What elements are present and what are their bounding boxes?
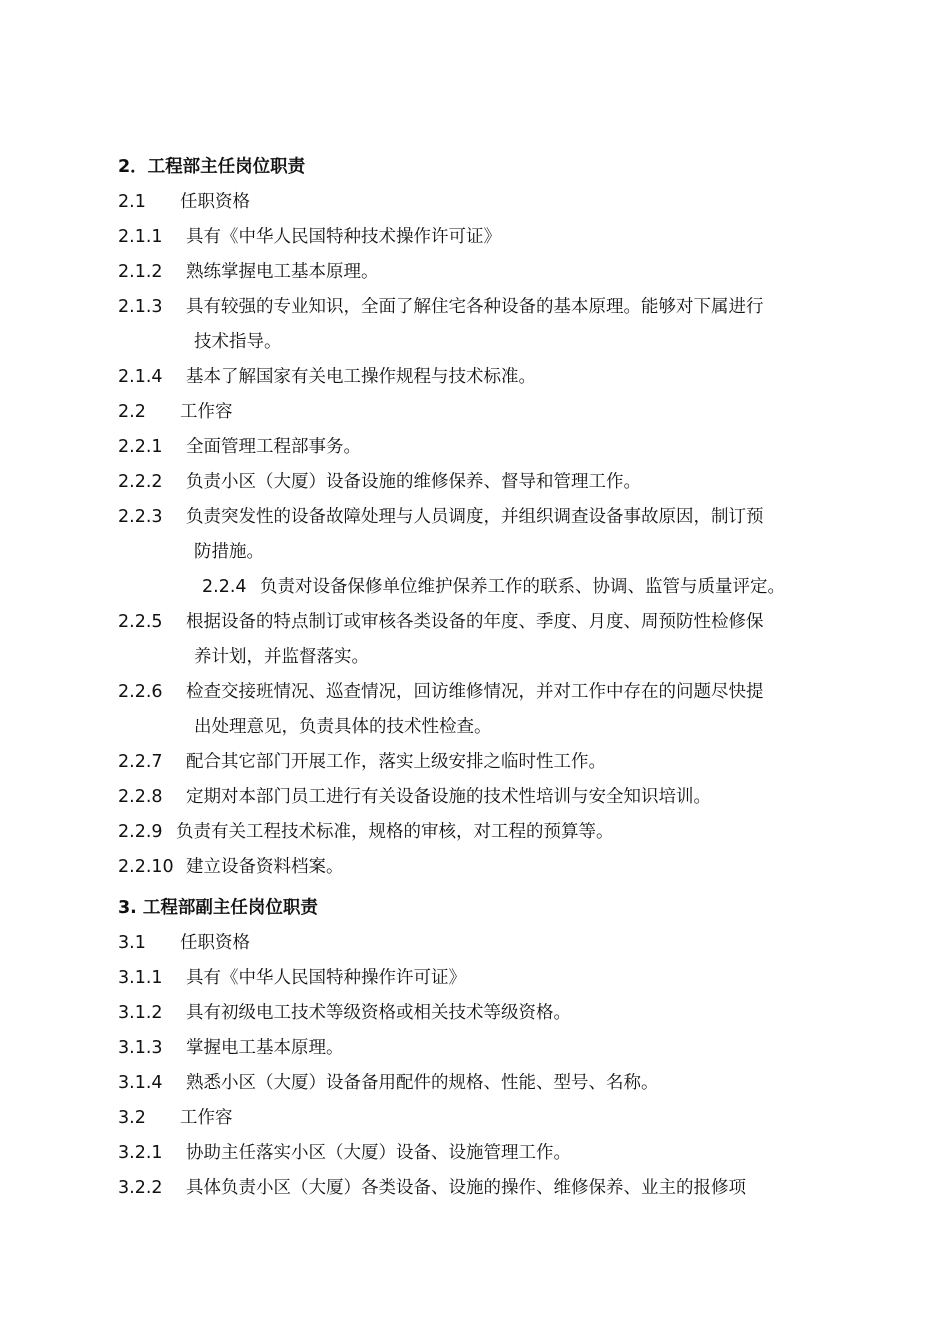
item-number: 3.2.1 — [118, 1143, 163, 1163]
item-continuation: 技术指导。 — [194, 332, 282, 352]
item-number: 3.1.3 — [118, 1038, 163, 1058]
item-number: 3.1.4 — [118, 1073, 163, 1093]
list-item — [118, 961, 836, 996]
item-text: 协助主任落实小区（大厦）设备、设施管理工作。 — [186, 1143, 571, 1163]
list-item — [118, 815, 836, 850]
list-item — [118, 745, 836, 780]
item-number: 3.1.2 — [118, 1003, 163, 1023]
list-item — [118, 780, 836, 815]
item-text: 根据设备的特点制订或审核各类设备的年度、季度、月度、周预防性检修保 — [186, 612, 764, 632]
list-item — [118, 675, 836, 710]
item-text: 配合其它部门开展工作，落实上级安排之临时性工作。 — [186, 752, 606, 772]
item-number: 2.2.3 — [118, 507, 163, 527]
item-number: 3.1.1 — [118, 968, 163, 988]
item-text: 基本了解国家有关电工操作规程与技术标准。 — [186, 367, 536, 387]
item-number: 2.1.4 — [118, 367, 163, 387]
list-item — [118, 1066, 836, 1101]
item-number: 2.1.2 — [118, 262, 163, 282]
item-number: 2.1.3 — [118, 297, 163, 317]
item-number: 2.1.1 — [118, 227, 163, 247]
item-text: 定期对本部门员工进行有关设备设施的技术性培训与安全知识培训。 — [186, 787, 711, 807]
item-text: 建立设备资料档案。 — [186, 857, 344, 877]
item-text: 负责有关工程技术标准，规格的审核，对工程的预算等。 — [176, 822, 614, 842]
item-text: 检查交接班情况、巡查情况，回访维修情况，并对工作中存在的问题尽快提 — [186, 682, 764, 702]
item-number: 2.1 — [118, 192, 146, 212]
list-item — [118, 185, 836, 220]
item-text: 具有《中华人民国特种技术操作许可证》 — [186, 227, 501, 247]
item-number: 3.1 — [118, 933, 146, 953]
item-number: 2.2.8 — [118, 787, 163, 807]
item-number: 3.2.2 — [118, 1178, 163, 1198]
item-text: 工作容 — [180, 1108, 233, 1128]
item-number: 2.2.5 — [118, 612, 163, 632]
section-heading: 2．工程部主任岗位职责 — [118, 157, 306, 177]
item-number: 2.2.1 — [118, 437, 163, 457]
list-item — [118, 500, 836, 535]
list-item — [118, 1101, 836, 1136]
list-item — [118, 996, 836, 1031]
list-item — [118, 570, 836, 605]
item-number: 2.2.2 — [118, 472, 163, 492]
item-text: 具有《中华人民国特种操作许可证》 — [186, 968, 466, 988]
list-item — [118, 290, 836, 325]
item-number: 2.2.4 — [202, 577, 247, 597]
list-item — [118, 1136, 836, 1171]
document-body — [118, 150, 836, 1206]
item-text: 具有初级电工技术等级资格或相关技术等级资格。 — [186, 1003, 571, 1023]
item-text: 负责突发性的设备故障处理与人员调度，并组织调查设备事故原因，制订预 — [186, 507, 764, 527]
item-number: 2.2.6 — [118, 682, 163, 702]
list-item — [118, 255, 836, 290]
item-number: 2.2.10 — [118, 857, 174, 877]
list-item — [118, 1031, 836, 1066]
list-item — [118, 360, 836, 395]
item-continuation: 防措施。 — [194, 542, 264, 562]
item-text: 工作容 — [180, 402, 233, 422]
list-item — [118, 465, 836, 500]
list-item — [118, 850, 836, 885]
item-text: 熟悉小区（大厦）设备备用配件的规格、性能、型号、名称。 — [186, 1073, 659, 1093]
item-continuation: 出处理意见，负责具体的技术性检查。 — [194, 717, 492, 737]
item-text: 熟练掌握电工基本原理。 — [186, 262, 379, 282]
list-item — [118, 220, 836, 255]
section-heading: 3. 工程部副主任岗位职责 — [118, 898, 318, 918]
list-item — [118, 605, 836, 640]
list-item — [118, 395, 836, 430]
list-item — [118, 926, 836, 961]
item-text: 全面管理工程部事务。 — [186, 437, 361, 457]
item-continuation: 养计划，并监督落实。 — [194, 647, 369, 667]
item-text: 负责对设备保修单位维护保养工作的联系、协调、监管与质量评定。 — [260, 577, 785, 597]
item-text: 任职资格 — [180, 192, 250, 212]
item-number: 2.2.7 — [118, 752, 163, 772]
list-item — [118, 1171, 836, 1206]
item-number: 2.2.9 — [118, 822, 163, 842]
item-number: 2.2 — [118, 402, 146, 422]
list-item — [118, 430, 836, 465]
item-text: 具有较强的专业知识，全面了解住宅各种设备的基本原理。能够对下属进行 — [186, 297, 764, 317]
item-text: 任职资格 — [180, 933, 250, 953]
item-text: 负责小区（大厦）设备设施的维修保养、督导和管理工作。 — [186, 472, 641, 492]
item-text: 掌握电工基本原理。 — [186, 1038, 344, 1058]
item-number: 3.2 — [118, 1108, 146, 1128]
item-text: 具体负责小区（大厦）各类设备、设施的操作、维修保养、业主的报修项 — [186, 1178, 746, 1198]
